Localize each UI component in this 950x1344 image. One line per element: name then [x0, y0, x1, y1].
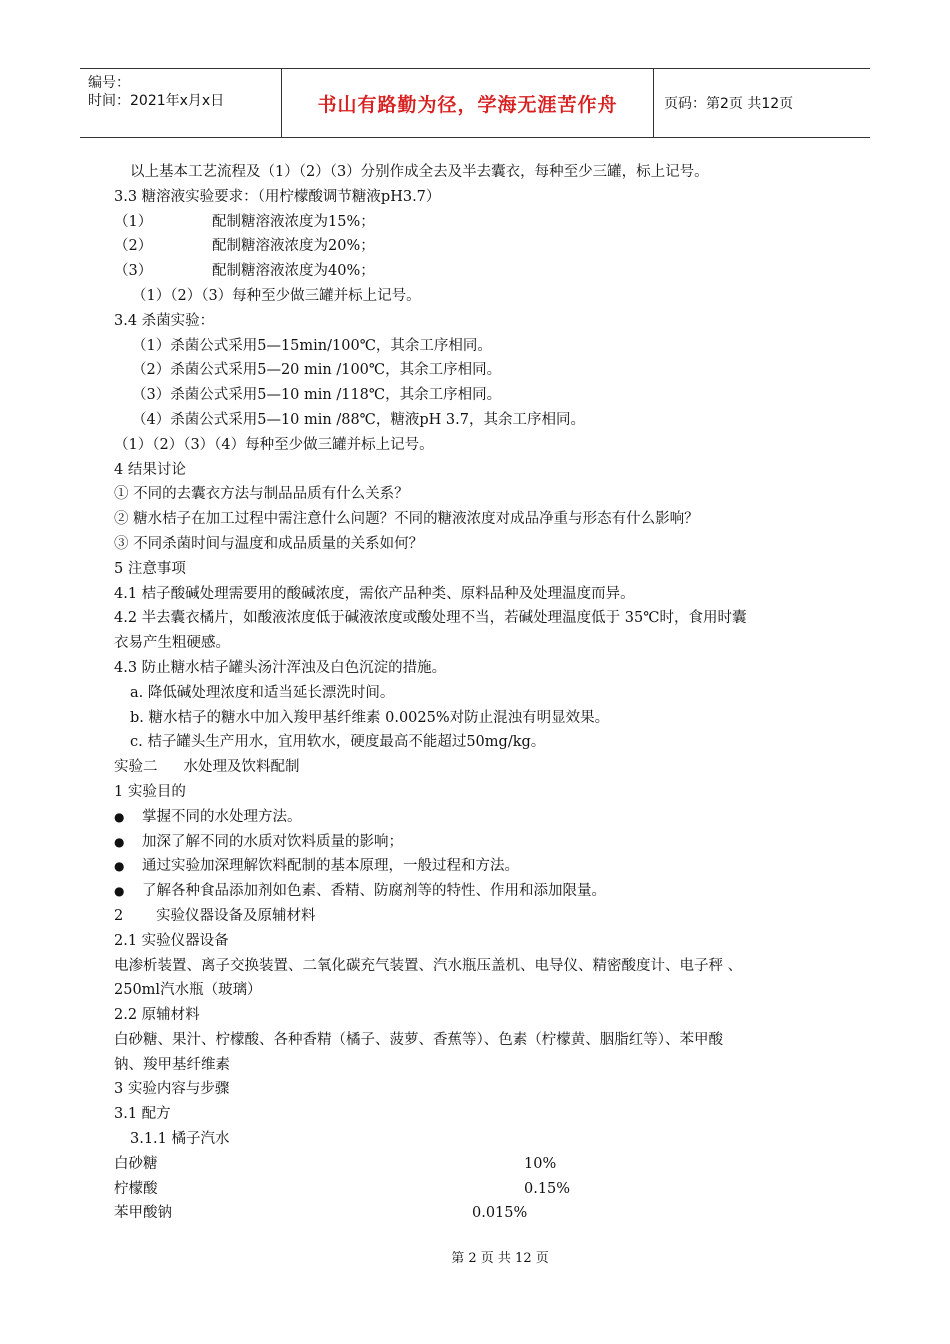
ingredient-amount: 0.15% [524, 1180, 571, 1197]
paragraph: 衣易产生粗硬感。 [114, 635, 230, 652]
paragraph: 4.3 防止糖水桔子罐头汤汁浑浊及白色沉淀的措施。 [114, 659, 447, 676]
recipe-row [114, 1177, 844, 1202]
list-number: （3） [114, 263, 153, 280]
list-item: （2）杀菌公式采用5—20 min /100℃，其余工序相同。 [132, 362, 502, 379]
list-item [114, 210, 844, 235]
recipe-row [114, 1201, 844, 1226]
section-title: 实验仪器设备及原辅材料 [156, 907, 316, 924]
question: ③ 不同杀菌时间与温度和成品质量的关系如何？ [114, 535, 424, 552]
ingredient-name: 柠檬酸 [114, 1180, 158, 1197]
list-number: （1） [114, 213, 153, 230]
ingredient-name: 白砂糖 [114, 1155, 158, 1172]
subsection-heading: 3.1 配方 [114, 1106, 171, 1123]
bullet-text: 掌握不同的水处理方法。 [142, 808, 302, 825]
ingredient-amount: 0.015% [472, 1205, 528, 1222]
section-heading: 3 实验内容与步骤 [114, 1081, 230, 1098]
list-item: b. 糖水桔子的糖水中加入羧甲基纤维素 0.0025%对防止混浊有明显效果。 [130, 709, 610, 726]
paragraph: 白砂糖、果汁、柠檬酸、各种香精（橘子、菠萝、香蕉等）、色素（柠檬黄、胭脂红等）、苯甲酸 [114, 1031, 723, 1048]
bullet-item [114, 830, 844, 855]
list-item [114, 234, 844, 259]
list-item: a. 降低碱处理浓度和适当延长漂洗时间。 [130, 684, 395, 701]
ingredient-name: 苯甲酸钠 [114, 1205, 172, 1222]
section-heading: 3.4 杀菌实验： [114, 312, 215, 329]
subsection-heading: 3.1.1 橘子汽水 [130, 1131, 230, 1148]
subsection-heading: 2.2 原辅材料 [114, 1007, 200, 1024]
section-heading: 3.3 糖溶液实验要求：（用柠檬酸调节糖液pH3.7） [114, 188, 441, 205]
experiment-name: 水处理及饮料配制 [183, 759, 300, 776]
section-heading: 1 实验目的 [114, 783, 186, 800]
bullet-text: 了解各种食品添加剂如色素、香精、防腐剂等的特性、作用和添加限量。 [142, 883, 606, 900]
bullet-icon: ● [114, 884, 125, 899]
paragraph: 电渗析装置、离子交换装置、二氧化碳充气装置、汽水瓶压盖机、电导仪、精密酸度计、电子秤 、 [114, 957, 743, 974]
experiment-title [114, 755, 844, 780]
bullet-icon: ● [114, 809, 125, 824]
time-label: 时间：2021年x月x日 [88, 93, 225, 109]
bullet-text: 加深了解不同的水质对饮料质量的影响； [142, 833, 403, 850]
paragraph: 250ml汽水瓶（玻璃） [114, 982, 262, 999]
question: ① 不同的去囊衣方法与制品品质有什么关系？ [114, 486, 409, 503]
section-number: 2 [114, 907, 124, 924]
recipe-row [114, 1152, 844, 1177]
code-label: 编号： [88, 75, 130, 91]
paragraph: 4.1 桔子酸碱处理需要用的酸碱浓度，需依产品种类、原料品种及处理温度而异。 [114, 585, 635, 602]
list-text: 配制糖溶液浓度为20%； [212, 238, 375, 255]
paragraph: 钠、羧甲基纤维素 [114, 1056, 230, 1073]
header-meta [80, 69, 282, 137]
section-heading [114, 904, 844, 929]
document-body [114, 160, 844, 1226]
note: （1）（2）（3）每种至少做三罐并标上记号。 [132, 287, 421, 304]
list-item: （4）杀菌公式采用5—10 min /88℃，糖液pH 3.7，其余工序相同。 [132, 411, 585, 428]
bullet-item [114, 879, 844, 904]
experiment-label: 实验二 [114, 759, 158, 776]
bullet-icon: ● [114, 859, 125, 874]
note: （1）（2）（3）（4）每种至少做三罐并标上记号。 [114, 436, 434, 453]
section-heading: 5 注意事项 [114, 560, 186, 577]
question: ② 糖水桔子在加工过程中需注意什么问题？不同的糖液浓度对成品净重与形态有什么影响？ [114, 511, 699, 528]
subsection-heading: 2.1 实验仪器设备 [114, 932, 229, 949]
list-item [114, 259, 844, 284]
page-number-label: 页码：第2页 共12页 [664, 96, 794, 112]
bullet-icon: ● [114, 834, 125, 849]
section-heading: 4 结果讨论 [114, 461, 186, 478]
list-item: （1）杀菌公式采用5—15min/100℃，其余工序相同。 [132, 337, 492, 354]
paragraph: 4.2 半去囊衣橘片，如酸液浓度低于碱液浓度或酸处理不当，若碱处理温度低于 35℃时，食用时囊 [114, 610, 747, 627]
page-footer: 第 2 页 共 12 页 [451, 1251, 549, 1266]
list-item: （3）杀菌公式采用5—10 min /118℃，其余工序相同。 [132, 387, 502, 404]
paragraph: 以上基本工艺流程及（1）（2）（3）分别作成全去及半去囊衣，每种至少三罐，标上记号。 [130, 164, 709, 180]
list-text: 配制糖溶液浓度为40%； [212, 263, 375, 280]
bullet-item [114, 854, 844, 879]
list-number: （2） [114, 238, 153, 255]
bullet-text: 通过实验加深理解饮料配制的基本原理，一般过程和方法。 [142, 858, 519, 875]
motto: 书山有路勤为径，学海无涯苦作舟 [282, 69, 654, 137]
bullet-item [114, 805, 844, 830]
list-item: c. 桔子罐头生产用水，宜用软水，硬度最高不能超过50mg/kg。 [130, 734, 546, 751]
list-text: 配制糖溶液浓度为15%； [212, 213, 375, 230]
ingredient-amount: 10% [524, 1155, 557, 1172]
page-header [80, 68, 870, 138]
